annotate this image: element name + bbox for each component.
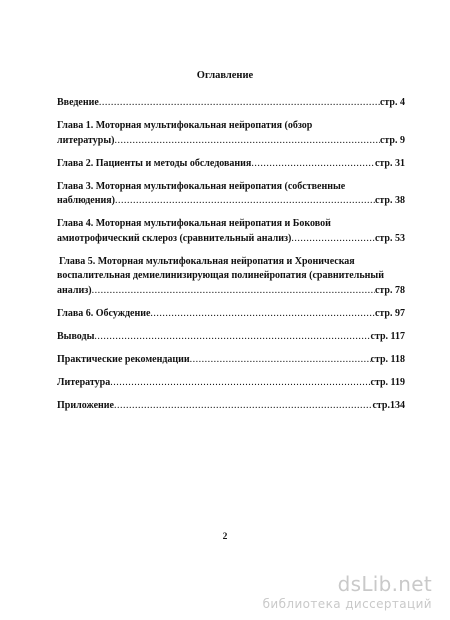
toc-entry-line [57, 217, 405, 232]
toc-entry-page: стр. 119 [370, 376, 405, 388]
toc-entry-text: Введение [57, 97, 99, 108]
toc-entry [57, 255, 405, 299]
toc-entry-line [57, 353, 405, 368]
toc-entry-page: стр. 31 [374, 157, 405, 169]
toc-entry [57, 157, 405, 172]
toc-entry-page: стр. 78 [374, 284, 405, 296]
watermark-logo: dsLib.net [337, 572, 432, 596]
toc-entry [57, 217, 405, 246]
toc-entry-line [57, 255, 405, 270]
toc-leader-dots [110, 376, 370, 391]
toc-entry [57, 180, 405, 209]
page-number: 2 [222, 532, 228, 542]
toc-entry-line [57, 119, 405, 134]
toc-entry-line [57, 284, 405, 299]
toc-leader-dots [190, 353, 371, 368]
toc-entry-text: анализ) [57, 284, 92, 296]
toc-entry-page: стр.134 [372, 399, 405, 411]
toc-entry-page: стр. 38 [374, 195, 405, 206]
toc-entry-line [57, 376, 405, 391]
toc-entry-page: стр. 117 [370, 330, 405, 342]
watermark-tagline: библиотека диссертаций [262, 597, 432, 611]
toc-leader-dots [251, 157, 375, 172]
toc-entry-text: литературы) [57, 134, 115, 146]
toc-entry-line [57, 134, 405, 149]
toc-title: Оглавление [196, 70, 254, 81]
toc-leader-dots [115, 194, 375, 209]
toc-leader-dots [150, 307, 375, 322]
toc-entry [57, 399, 405, 414]
toc-entry [57, 307, 405, 322]
toc-entry-text: Глава 4. Моторная мультифокальная нейропатия и Боковой [57, 218, 331, 229]
toc-entry-text: Практические рекомендации [57, 353, 190, 365]
toc-entry-text: Глава 1. Моторная мультифокальная нейропатия (обзор [57, 120, 313, 131]
toc-entry-page: стр. 97 [374, 307, 405, 319]
toc-entry [57, 96, 405, 111]
toc-entry-line [57, 399, 405, 414]
toc-leader-dots [114, 399, 372, 414]
toc-entry-text: Глава 2. Пациенты и методы обследования [57, 157, 252, 169]
toc-entry-text: Глава 6. Обсуждение [57, 307, 151, 319]
toc-entry-page: стр. 9 [379, 134, 405, 146]
toc-entry-line [57, 232, 405, 247]
table-of-contents [57, 96, 405, 422]
toc-entry-line [57, 330, 405, 345]
toc-entry [57, 330, 405, 345]
toc-entry-text: воспалительная демиелинизирующая полинейропатия (сравнительный [57, 270, 384, 281]
toc-leader-dots [94, 330, 370, 345]
toc-entry-line [57, 307, 405, 322]
toc-entry-text: Литература [57, 376, 111, 388]
toc-entry-line [57, 194, 405, 209]
toc-leader-dots [115, 134, 380, 149]
toc-entry-text: наблюдения) [57, 195, 115, 206]
toc-entry [57, 376, 405, 391]
watermark [263, 572, 432, 611]
toc-entry-page: стр. 53 [374, 232, 405, 244]
toc-entry-line [57, 157, 405, 172]
toc-leader-dots [92, 284, 375, 299]
toc-entry-text: Приложение [57, 399, 114, 411]
toc-entry-text: амиотрофический склероз (сравнительный анализ) [57, 232, 292, 244]
toc-leader-dots [291, 232, 375, 247]
toc-entry-line [57, 96, 405, 111]
toc-entry-line [57, 180, 405, 195]
toc-entry-text: Выводы [57, 330, 95, 342]
toc-entry-page: стр. 118 [370, 353, 405, 365]
toc-leader-dots [99, 96, 380, 111]
toc-entry [57, 119, 405, 148]
toc-entry-page: стр. 4 [379, 97, 405, 108]
toc-entry-text: Глава 3. Моторная мультифокальная нейропатия (собственные [57, 180, 346, 192]
toc-entry-text: Глава 5. Моторная мультифокальная нейропатия и Хроническая [59, 255, 355, 267]
toc-entry-line [57, 269, 405, 284]
toc-entry [57, 353, 405, 368]
